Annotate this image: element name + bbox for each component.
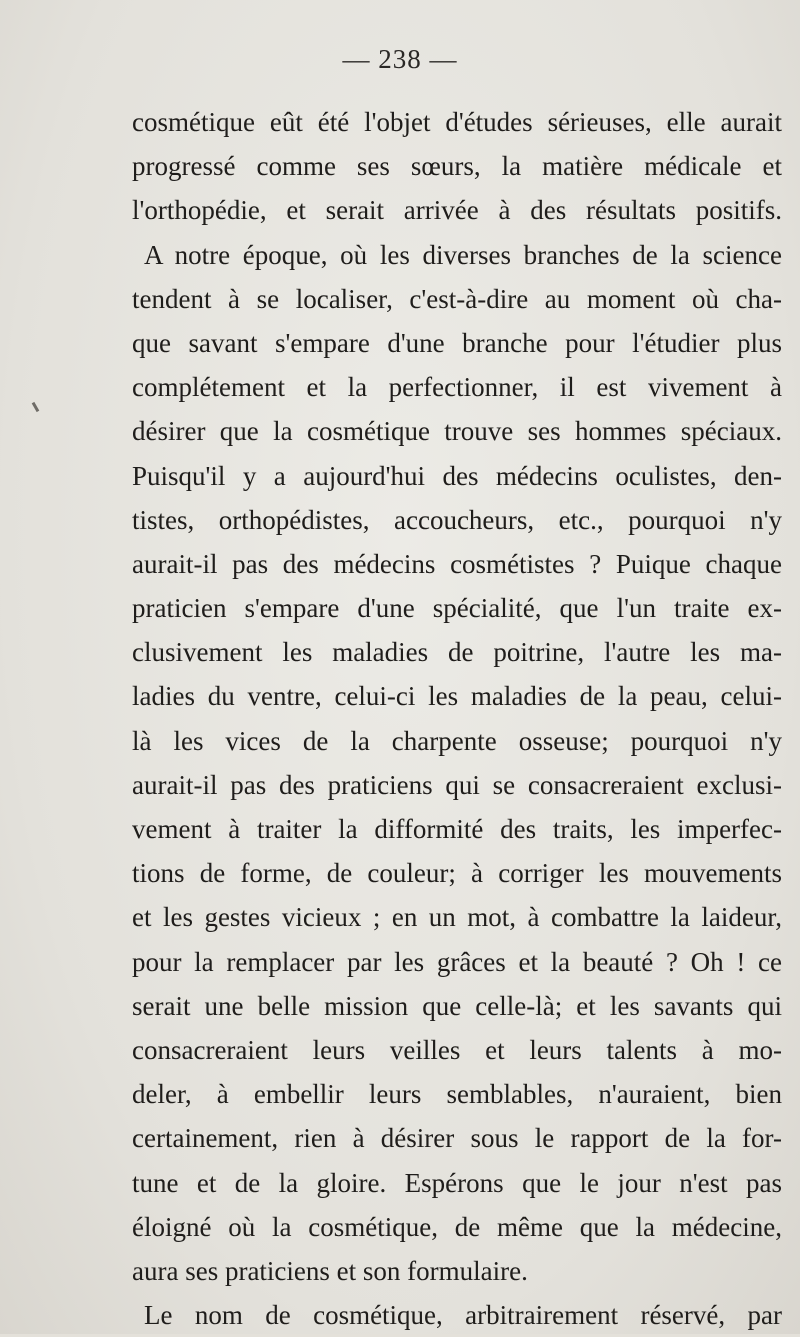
text-line: aurait-il pas des médecins cosmétistes ? Puique chaque	[132, 548, 782, 579]
text-line: tistes, orthopédistes, accoucheurs, etc., pourquoi n'y	[132, 504, 782, 535]
margin-mark	[32, 402, 40, 412]
text-line: pour la remplacer par les grâces et la beauté ? Oh ! ce	[132, 946, 782, 977]
text-line: Le nom de cosmétique, arbitrairement réservé, par	[144, 1300, 782, 1331]
text-line: éloigné où la cosmétique, de même que la médecine,	[132, 1211, 782, 1242]
text-line: cosmétique eût été l'objet d'études sérieuses, elle aurait	[132, 107, 782, 137]
text-line: consacreraient leurs veilles et leurs talents à mo-	[132, 1034, 782, 1065]
text-line: clusivement les maladies de poitrine, l'autre les ma-	[132, 637, 782, 668]
text-line: aura ses praticiens et son formulaire.	[132, 1255, 528, 1286]
text-line: l'orthopédie, et serait arrivée à des résultats positifs.	[132, 195, 782, 226]
text-line: désirer que la cosmétique trouve ses hommes spéciaux.	[132, 416, 782, 447]
text-line: que savant s'empare d'une branche pour l'étudier plus	[132, 327, 782, 358]
text-line: ladies du ventre, celui-ci les maladies de la peau, celui-	[132, 681, 782, 712]
text-line: tune et de la gloire. Espérons que le jour n'est pas	[132, 1167, 782, 1198]
text-line: tendent à se localiser, c'est-à-dire au moment où cha-	[132, 283, 782, 314]
text-line: complétement et la perfectionner, il est vivement à	[132, 372, 782, 403]
text-line: tions de forme, de couleur; à corriger les mouvements	[132, 858, 782, 889]
text-line: et les gestes vicieux ; en un mot, à combattre la laideur,	[132, 902, 782, 933]
text-line: progressé comme ses sœurs, la matière médicale et	[132, 151, 782, 182]
text-line: serait une belle mission que celle-là; et les savants qui	[132, 990, 782, 1021]
page-number: — 238 —	[342, 44, 458, 74]
text-line: certainement, rien à désirer sous le rapport de la for-	[132, 1123, 782, 1154]
text-line: A notre époque, où les diverses branches de la science	[144, 239, 782, 270]
body-text	[132, 100, 782, 1337]
text-line: là les vices de la charpente osseuse; pourquoi n'y	[132, 725, 782, 756]
text-line: aurait-il pas des praticiens qui se consacreraient exclusi-	[132, 769, 782, 800]
text-line: Puisqu'il y a aujourd'hui des médecins oculistes, den-	[132, 460, 782, 491]
text-line: deler, à embellir leurs semblables, n'auraient, bien	[132, 1079, 782, 1110]
text-line: praticien s'empare d'une spécialité, que l'un traite ex-	[132, 593, 782, 624]
text-line: vement à traiter la difformité des traits, les imperfec-	[132, 814, 782, 844]
